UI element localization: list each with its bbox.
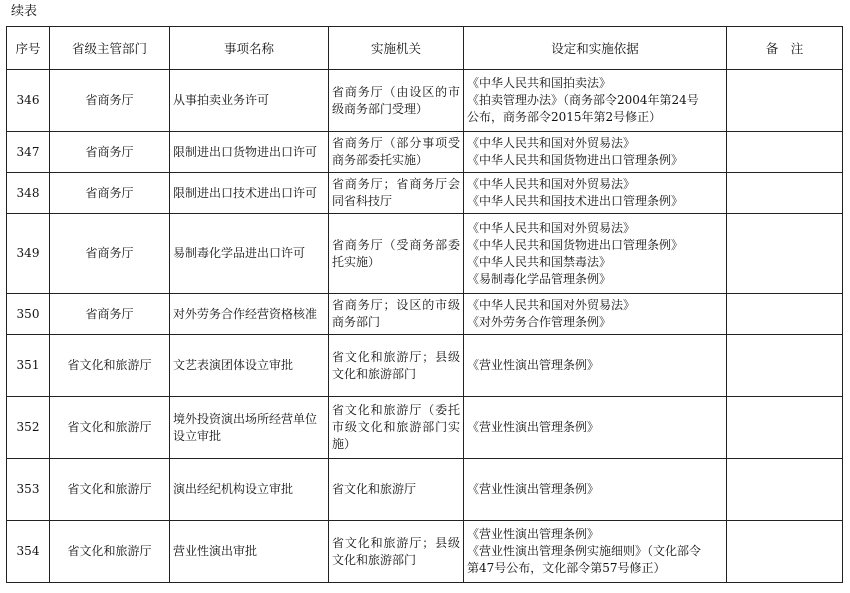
row-department: 省文化和旅游厅 (50, 397, 170, 459)
row-legal-basis (464, 397, 727, 459)
row-remarks (727, 459, 843, 521)
row-remarks (727, 132, 843, 173)
row-department: 省文化和旅游厅 (50, 459, 170, 521)
row-remarks (727, 521, 843, 583)
legal-basis-line: 《中华人民共和国禁毒法》 (467, 254, 612, 269)
legal-basis-line: 《中华人民共和国货物进出口管理条例》 (467, 237, 684, 252)
table-row (7, 70, 843, 132)
row-department: 省文化和旅游厅 (50, 335, 170, 397)
legal-basis-line: 公布，商务部令2015年第2号修正） (467, 110, 662, 124)
table-header-row (7, 27, 843, 70)
legal-basis-line: 《中华人民共和国对外贸易法》 (467, 136, 636, 150)
header-serial-no: 序号 (7, 27, 50, 70)
legal-basis-line: 《中华人民共和国对外贸易法》 (467, 177, 636, 191)
legal-basis-line: 《中华人民共和国拍卖法》 (467, 76, 612, 90)
row-legal-basis (464, 335, 727, 397)
row-serial-no: 349 (7, 214, 50, 294)
row-department: 省商务厅 (50, 294, 170, 335)
row-department: 省商务厅 (50, 173, 170, 214)
row-department: 省商务厅 (50, 70, 170, 132)
row-item-name: 限制进出口技术进出口许可 (170, 173, 329, 214)
row-remarks (727, 335, 843, 397)
legal-basis-line: 《拍卖管理办法》（商务部令2004年第24号 (467, 93, 699, 107)
header-legal-basis: 设定和实施依据 (464, 27, 727, 70)
continued-table-caption: 续表 (11, 4, 38, 19)
row-serial-no: 347 (7, 132, 50, 173)
row-serial-no: 348 (7, 173, 50, 214)
legal-basis-line: 《中华人民共和国技术进出口管理条例》 (467, 194, 684, 208)
row-legal-basis (464, 70, 727, 132)
row-department: 省文化和旅游厅 (50, 521, 170, 583)
legal-basis-line: 第47号公布，文化部令第57号修正） (467, 561, 666, 575)
row-agency: 省文化和旅游厅；县级文化和旅游部门 (329, 335, 464, 397)
row-item-name: 对外劳务合作经营资格核准 (170, 294, 329, 335)
row-agency: 省商务厅（部分事项受商务部委托实施） (329, 132, 464, 173)
row-agency: 省文化和旅游厅（委托市级文化和旅游部门实施） (329, 397, 464, 459)
row-agency: 省商务厅；省商务厅会同省科技厅 (329, 173, 464, 214)
legal-basis-line: 《营业性演出管理条例实施细则》（文化部令 (467, 544, 702, 558)
legal-basis-line: 《营业性演出管理条例》 (467, 482, 600, 496)
row-agency: 省商务厅（由设区的市级商务部门受理） (329, 70, 464, 132)
row-serial-no: 353 (7, 459, 50, 521)
row-legal-basis (464, 214, 727, 294)
row-legal-basis (464, 132, 727, 173)
legal-basis-line: 《中华人民共和国对外贸易法》 (467, 220, 636, 235)
row-item-name: 文艺表演团体设立审批 (170, 335, 329, 397)
row-department: 省商务厅 (50, 132, 170, 173)
row-agency: 省商务厅；设区的市级商务部门 (329, 294, 464, 335)
row-item-name: 易制毒化学品进出口许可 (170, 214, 329, 294)
row-item-name: 限制进出口货物进出口许可 (170, 132, 329, 173)
legal-basis-line: 《中华人民共和国货物进出口管理条例》 (467, 153, 684, 167)
row-remarks (727, 294, 843, 335)
header-department: 省级主管部门 (50, 27, 170, 70)
legal-basis-line: 《营业性演出管理条例》 (467, 420, 600, 434)
legal-basis-line: 《营业性演出管理条例》 (467, 358, 600, 372)
row-remarks (727, 397, 843, 459)
table-row (7, 459, 843, 521)
row-remarks (727, 70, 843, 132)
legal-basis-line: 《对外劳务合作管理条例》 (467, 315, 612, 329)
row-serial-no: 354 (7, 521, 50, 583)
legal-basis-line: 《易制毒化学品管理条例》 (467, 271, 612, 286)
row-item-name: 演出经纪机构设立审批 (170, 459, 329, 521)
row-legal-basis (464, 521, 727, 583)
row-serial-no: 351 (7, 335, 50, 397)
table-row (7, 521, 843, 583)
row-item-name: 境外投资演出场所经营单位设立审批 (170, 397, 329, 459)
row-department: 省商务厅 (50, 214, 170, 294)
row-serial-no: 352 (7, 397, 50, 459)
row-serial-no: 350 (7, 294, 50, 335)
row-remarks (727, 214, 843, 294)
row-agency: 省文化和旅游厅 (329, 459, 464, 521)
header-remarks: 备 注 (727, 27, 843, 70)
row-legal-basis (464, 173, 727, 214)
row-item-name: 从事拍卖业务许可 (170, 70, 329, 132)
administrative-permit-table (6, 26, 843, 583)
table-row (7, 397, 843, 459)
table-row (7, 132, 843, 173)
row-agency: 省商务厅（受商务部委托实施） (329, 214, 464, 294)
row-remarks (727, 173, 843, 214)
table-row (7, 335, 843, 397)
legal-basis-line: 《营业性演出管理条例》 (467, 527, 600, 541)
legal-basis-line: 《中华人民共和国对外贸易法》 (467, 298, 636, 312)
header-item-name: 事项名称 (170, 27, 329, 70)
header-agency: 实施机关 (329, 27, 464, 70)
row-legal-basis (464, 459, 727, 521)
row-item-name: 营业性演出审批 (170, 521, 329, 583)
row-serial-no: 346 (7, 70, 50, 132)
row-agency: 省文化和旅游厅；县级文化和旅游部门 (329, 521, 464, 583)
table-row (7, 214, 843, 294)
table-row (7, 294, 843, 335)
table-row (7, 173, 843, 214)
row-legal-basis (464, 294, 727, 335)
